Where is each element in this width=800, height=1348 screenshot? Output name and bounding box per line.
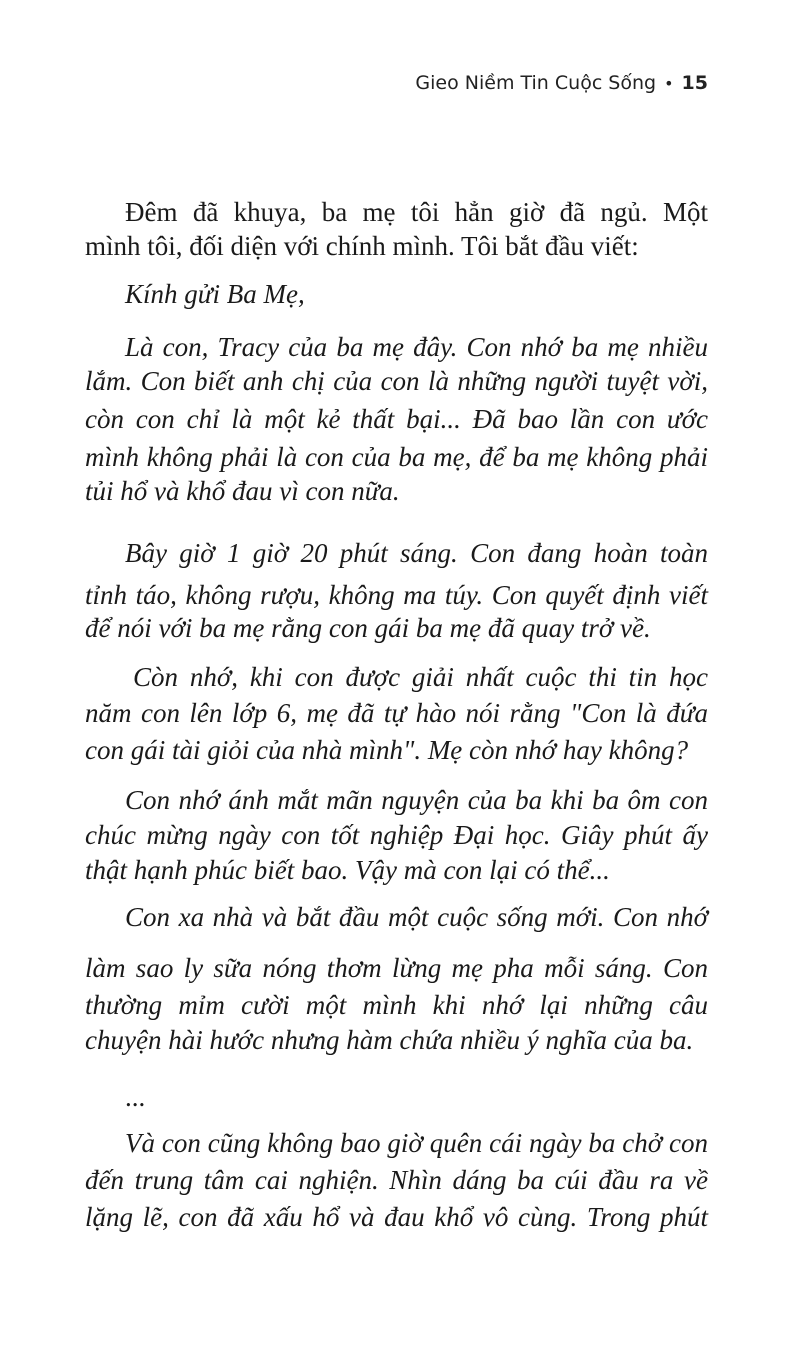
text-line: tỉnh táo, không rượu, không ma túy. Con quyết định viết (85, 580, 708, 610)
text-line: để nói với ba mẹ rằng con gái ba mẹ đã quay trở về. (85, 613, 651, 643)
page-number: 15 (681, 72, 708, 94)
text-line: còn con chỉ là một kẻ thất bại... Đã bao lần con ước (85, 404, 708, 434)
text-line: Và con cũng không bao giờ quên cái ngày ba chở con (125, 1128, 708, 1158)
text-line: mình không phải là con của ba mẹ, để ba mẹ không phải (85, 442, 708, 472)
text-line: năm con lên lớp 6, mẹ đã tự hào nói rằng "Con là đứa (85, 698, 708, 728)
text-line: làm sao ly sữa nóng thơm lừng mẹ pha mỗi sáng. Con (85, 953, 708, 983)
text-line: lặng lẽ, con đã xấu hổ và đau khổ vô cùng. Trong phút (85, 1202, 708, 1232)
text-line: Đêm đã khuya, ba mẹ tôi hẳn giờ đã ngủ. Một (125, 197, 708, 227)
text-line: Con xa nhà và bắt đầu một cuộc sống mới. Con nhớ (125, 902, 708, 932)
text-line: con gái tài giỏi của nhà mình". Mẹ còn nhớ hay không? (85, 735, 689, 765)
letter-salutation: Kính gửi Ba Mẹ, (125, 279, 305, 309)
text-line: đến trung tâm cai nghiện. Nhìn dáng ba cúi đầu ra về (85, 1165, 708, 1195)
book-title: Gieo Niềm Tin Cuộc Sống (415, 72, 657, 94)
text-line: Con nhớ ánh mắt mãn nguyện của ba khi ba ôm con (125, 785, 708, 815)
text-line: tủi hổ và khổ đau vì con nữa. (85, 476, 400, 506)
text-line: chúc mừng ngày con tốt nghiệp Đại học. Giây phút ấy (85, 820, 708, 850)
running-header (415, 72, 708, 94)
text-line: Là con, Tracy của ba mẹ đây. Con nhớ ba mẹ nhiều (125, 332, 708, 362)
text-line: mình tôi, đối diện với chính mình. Tôi bắt đầu viết: (85, 231, 639, 261)
text-line: chuyện hài hước nhưng hàm chứa nhiều ý nghĩa của ba. (85, 1025, 694, 1055)
bullet-separator: • (664, 74, 674, 93)
text-line: Còn nhớ, khi con được giải nhất cuộc thi tin học (133, 662, 708, 692)
text-line: thật hạnh phúc biết bao. Vậy mà con lại có thể... (85, 855, 610, 885)
text-line: lắm. Con biết anh chị của con là những người tuyệt vời, (85, 366, 708, 396)
text-line: thường mỉm cười một mình khi nhớ lại những câu (85, 990, 708, 1020)
text-line: Bây giờ 1 giờ 20 phút sáng. Con đang hoàn toàn (125, 538, 708, 568)
ellipsis: ... (125, 1082, 146, 1112)
